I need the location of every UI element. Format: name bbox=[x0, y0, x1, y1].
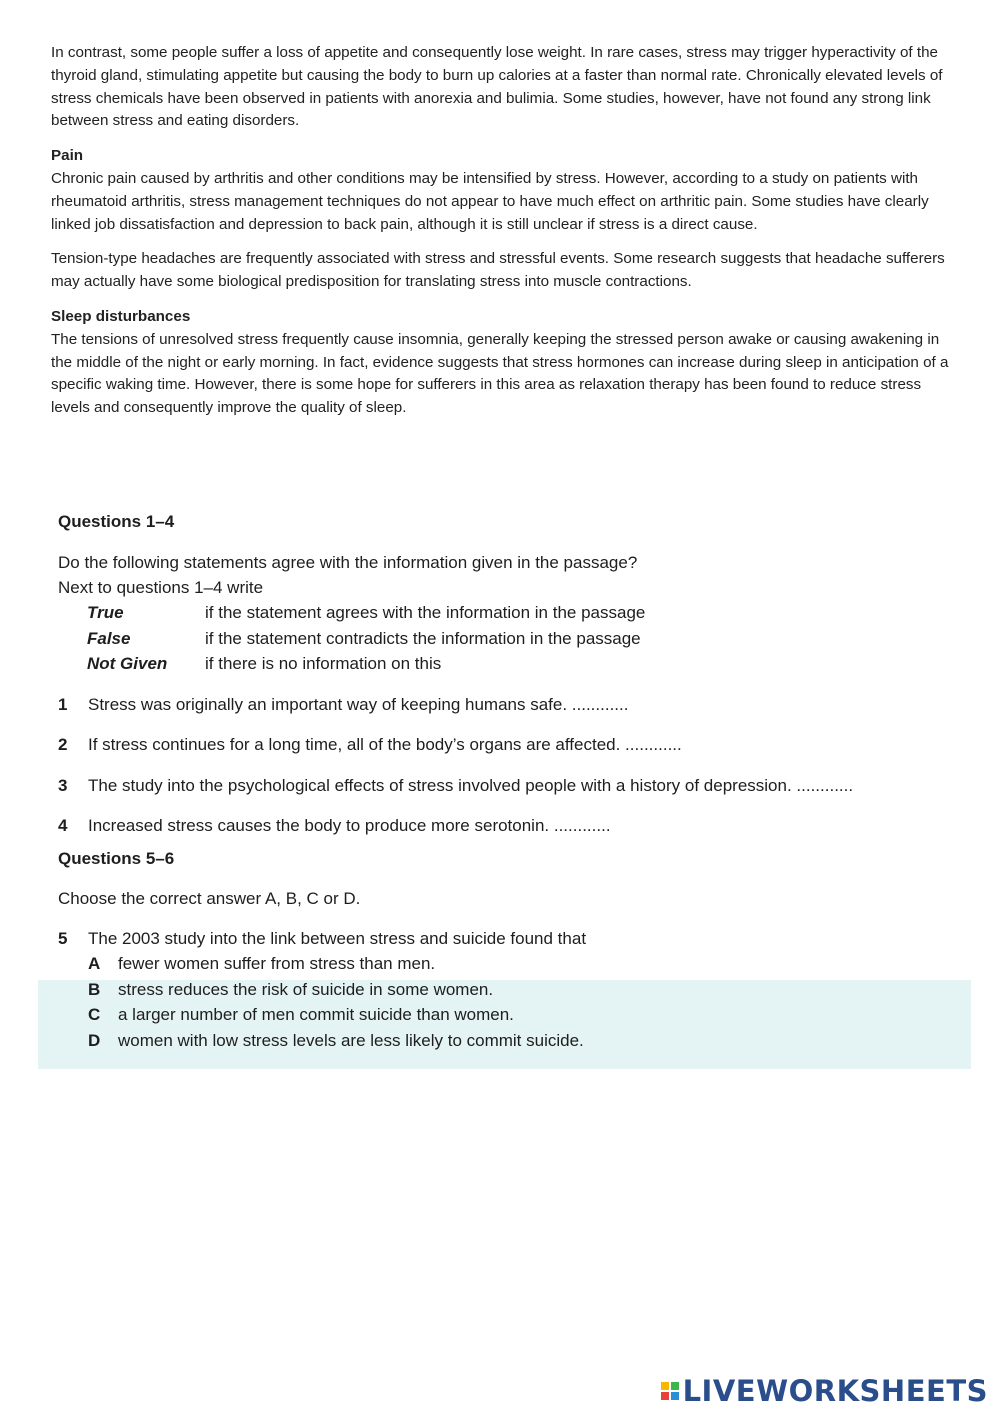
liveworksheets-logo bbox=[661, 1374, 988, 1408]
question-3 bbox=[58, 773, 978, 814]
sleep-paragraph: The tensions of unresolved stress frequently cause insomnia, generally keeping the stressed person awake or causing awakening in the middle of the night or early morning. In fact, evidence suggests that stress hormones can increase during sleep in anticipation of a specific waking time. However, there is some hope for sufferers in this area as relaxation therapy has been found to reduce stress levels and consequently improve the quality of sleep. bbox=[51, 330, 949, 417]
question-text[interactable]: The study into the psychological effects of stress involved people with a history of depression. ............ bbox=[88, 775, 854, 795]
instruction-line-2: Next to questions 1–4 write bbox=[58, 578, 264, 597]
legend-key: True bbox=[87, 603, 124, 623]
option-letter: D bbox=[88, 1030, 101, 1050]
intro-paragraph: In contrast, some people suffer a loss of appetite and consequently lose weight. In rare cases, stress may trigger hyperactivity of the thyroid gland, stimulating appetite but causing the body to burn up calories at a faster than normal rate. Chronically elevated levels of stress chemicals have been observed in patients with anorexia and bulimia. Some studies, however, have not found any strong link between stress and eating disorders. bbox=[51, 44, 943, 130]
pain-heading: Pain bbox=[51, 147, 84, 165]
option-text: women with low stress levels are less likely to commit suicide. bbox=[118, 1030, 584, 1050]
option-c[interactable] bbox=[88, 1002, 978, 1028]
question-text[interactable]: Stress was originally an important way of keeping humans safe. ............ bbox=[88, 694, 629, 714]
option-text: stress reduces the risk of suicide in some women. bbox=[118, 979, 494, 999]
sleep-heading: Sleep disturbances bbox=[51, 307, 191, 325]
logo-mark-icon bbox=[661, 1382, 679, 1400]
question-4 bbox=[58, 813, 978, 846]
logo-square bbox=[661, 1382, 669, 1390]
question-number: 2 bbox=[58, 735, 68, 754]
legend-row-true bbox=[87, 600, 978, 626]
legend-row-not-given bbox=[87, 651, 978, 677]
option-b[interactable] bbox=[88, 977, 978, 1003]
option-letter: B bbox=[88, 979, 101, 999]
questions-section bbox=[58, 509, 978, 1053]
question-number: 4 bbox=[58, 816, 68, 835]
option-d[interactable] bbox=[88, 1028, 978, 1054]
legend-desc: if the statement agrees with the information in the passage bbox=[205, 603, 646, 623]
reading-passage bbox=[51, 42, 951, 432]
option-a[interactable] bbox=[88, 951, 978, 977]
question-text[interactable]: If stress continues for a long time, all of the body’s organs are affected. ............ bbox=[88, 735, 682, 754]
option-text: fewer women suffer from stress than men. bbox=[118, 954, 436, 974]
option-letter: A bbox=[88, 954, 101, 974]
pain-paragraph-2: Tension-type headaches are frequently associated with stress and stressful events. Some research suggests that headache sufferers may actually have some biological predisposition for translating stress into muscle contractions. bbox=[51, 250, 945, 291]
question-number: 1 bbox=[58, 694, 68, 714]
question-5 bbox=[58, 926, 978, 951]
option-text: a larger number of men commit suicide than women. bbox=[118, 1005, 514, 1025]
logo-square bbox=[661, 1392, 669, 1400]
question-text: The 2003 study into the link between stress and suicide found that bbox=[88, 929, 587, 948]
question-text[interactable]: Increased stress causes the body to produce more serotonin. ............ bbox=[88, 816, 611, 835]
question-2 bbox=[58, 732, 978, 773]
legend-key: Not Given bbox=[87, 654, 168, 674]
legend-desc: if there is no information on this bbox=[205, 654, 442, 674]
logo-text: LIVEWORKSHEETS bbox=[682, 1374, 988, 1408]
instruction-line-1: Do the following statements agree with the information given in the passage? bbox=[58, 553, 638, 572]
logo-square bbox=[671, 1392, 679, 1400]
answer-key-legend bbox=[87, 600, 978, 677]
question-number: 5 bbox=[58, 929, 68, 948]
questions-5-6-heading: Questions 5–6 bbox=[58, 849, 175, 868]
option-letter: C bbox=[88, 1005, 101, 1025]
pain-paragraph-1: Chronic pain caused by arthritis and other conditions may be intensified by stress. However, according to a study on patients with rheumatoid arthritis, stress management techniques do not appear to have much effect on arthritic pain. Some studies have clearly linked job dissatisfaction and depression to back pain, although it is still unclear if stress is a direct cause. bbox=[51, 169, 929, 233]
choose-instruction: Choose the correct answer A, B, C or D. bbox=[58, 889, 361, 908]
question-number: 3 bbox=[58, 775, 68, 795]
questions-1-4-heading: Questions 1–4 bbox=[58, 512, 175, 531]
question-1 bbox=[58, 692, 978, 733]
legend-key: False bbox=[87, 628, 131, 648]
legend-row-false bbox=[87, 626, 978, 652]
legend-desc: if the statement contradicts the information in the passage bbox=[205, 628, 641, 648]
logo-square bbox=[671, 1382, 679, 1390]
